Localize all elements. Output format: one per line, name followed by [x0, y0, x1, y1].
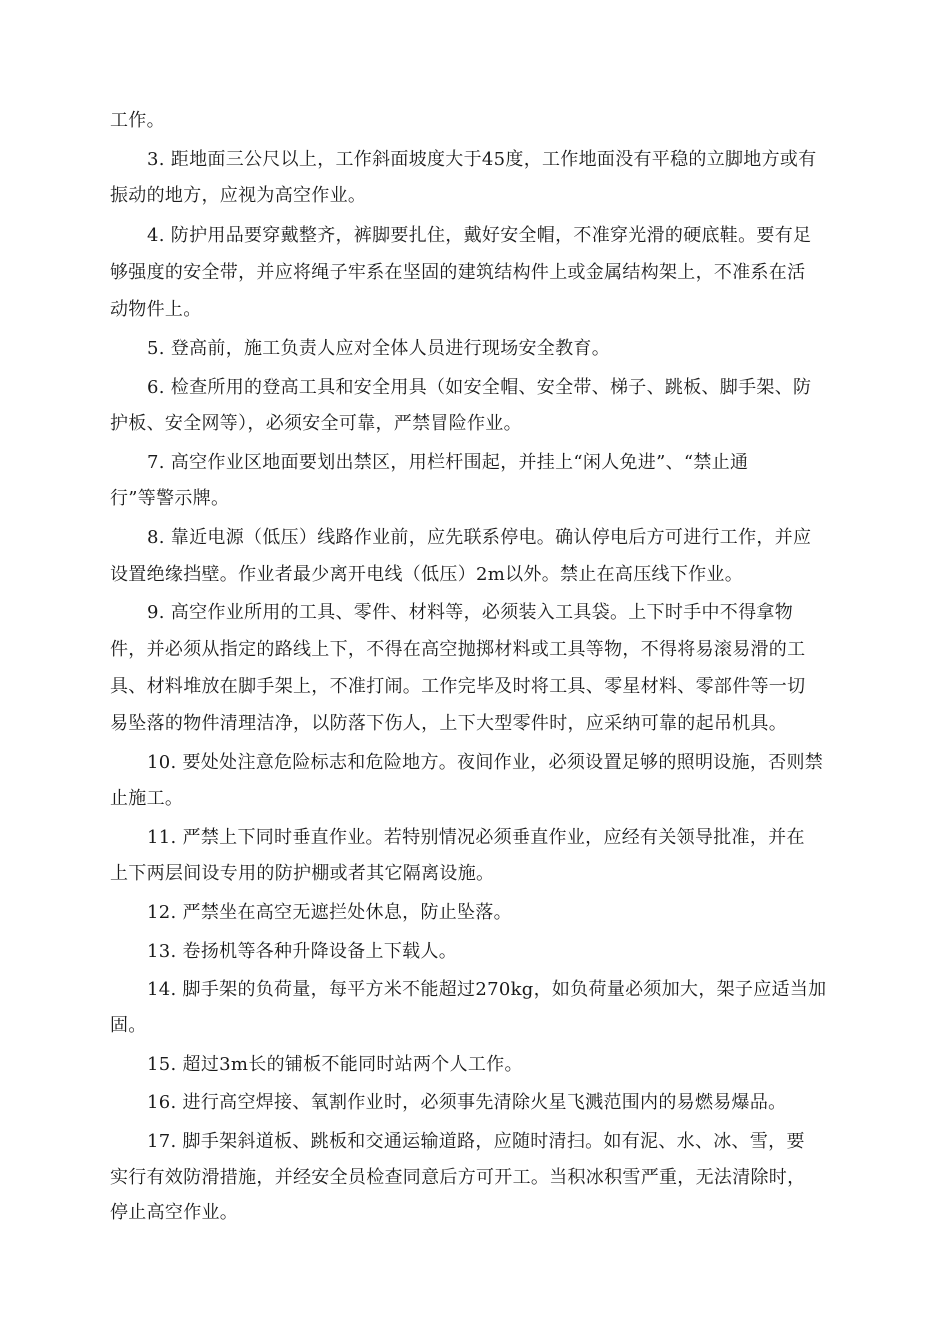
- item-8-line-2: 设置绝缘挡壁。作业者最少离开电线（低压）2m以外。禁止在高压线下作业。: [110, 564, 744, 585]
- item-7-line-1: 7. 高空作业区地面要划出禁区，用栏杆围起，并挂上“闲人免进”、“禁止通: [147, 452, 749, 473]
- paragraph-2-line-end: 工作。: [110, 110, 165, 131]
- item-8-line-1: 8. 靠近电源（低压）线路作业前，应先联系停电。确认停电后方可进行工作，并应: [147, 527, 812, 548]
- item-11-line-2: 上下两层间设专用的防护棚或者其它隔离设施。: [110, 863, 495, 884]
- item-10-line-2: 止施工。: [110, 788, 184, 809]
- item-14-line-1: 14. 脚手架的负荷量，每平方米不能超过270kg，如负荷量必须加大，架子应适当加: [147, 979, 827, 1000]
- item-4-line-2: 够强度的安全带，并应将绳子牢系在坚固的建筑结构件上或金属结构架上，不准系在活: [110, 262, 806, 283]
- item-7-line-2: 行”等警示牌。: [110, 488, 230, 509]
- item-5-line-1: 5. 登高前，施工负责人应对全体人员进行现场安全教育。: [147, 338, 610, 359]
- item-9-line-3: 具、材料堆放在脚手架上，不准打闹。工作完毕及时将工具、零星材料、零部件等一切: [110, 676, 806, 697]
- item-13-line-1: 13. 卷扬机等各种升降设备上下载人。: [147, 941, 458, 962]
- item-17-line-3: 停止高空作业。: [110, 1202, 239, 1223]
- item-4-line-1: 4. 防护用品要穿戴整齐，裤脚要扎住，戴好安全帽，不准穿光滑的硬底鞋。要有足: [147, 225, 812, 246]
- item-6-line-2: 护板、安全网等），必须安全可靠，严禁冒险作业。: [110, 413, 522, 434]
- item-17-line-2: 实行有效防滑措施，并经安全员检查同意后方可开工。当积冰积雪严重，无法清除时，: [110, 1167, 806, 1188]
- item-6-line-1: 6. 检查所用的登高工具和安全用具（如安全帽、安全带、梯子、跳板、脚手架、防: [147, 377, 812, 398]
- item-16-line-1: 16. 进行高空焊接、氧割作业时，必须事先清除火星飞溅范围内的易燃易爆品。: [147, 1092, 787, 1113]
- item-3-line-2: 振动的地方，应视为高空作业。: [110, 185, 367, 206]
- item-17-line-1: 17. 脚手架斜道板、跳板和交通运输道路，应随时清扫。如有泥、水、冰、雪，要: [147, 1131, 805, 1152]
- item-3-line-1: 3. 距地面三公尺以上，工作斜面坡度大于45度，工作地面没有平稳的立脚地方或有: [147, 149, 817, 170]
- item-14-line-2: 固。: [110, 1015, 147, 1036]
- item-9-line-2: 件，并必须从指定的路线上下，不得在高空抛掷材料或工具等物，不得将易滚易滑的工: [110, 639, 806, 660]
- item-4-line-3: 动物件上。: [110, 299, 202, 320]
- item-9-line-1: 9. 高空作业所用的工具、零件、材料等，必须装入工具袋。上下时手中不得拿物: [147, 602, 793, 623]
- item-11-line-1: 11. 严禁上下同时垂直作业。若特别情况必须垂直作业，应经有关领导批准，并在: [147, 827, 805, 848]
- item-15-line-1: 15. 超过3m长的铺板不能同时站两个人工作。: [147, 1054, 523, 1075]
- item-10-line-1: 10. 要处处注意危险标志和危险地方。夜间作业，必须设置足够的照明设施，否则禁: [147, 752, 824, 773]
- item-12-line-1: 12. 严禁坐在高空无遮拦处休息，防止坠落。: [147, 902, 512, 923]
- item-9-line-4: 易坠落的物件清理洁净，以防落下伤人，上下大型零件时，应采纳可靠的起吊机具。: [110, 713, 788, 734]
